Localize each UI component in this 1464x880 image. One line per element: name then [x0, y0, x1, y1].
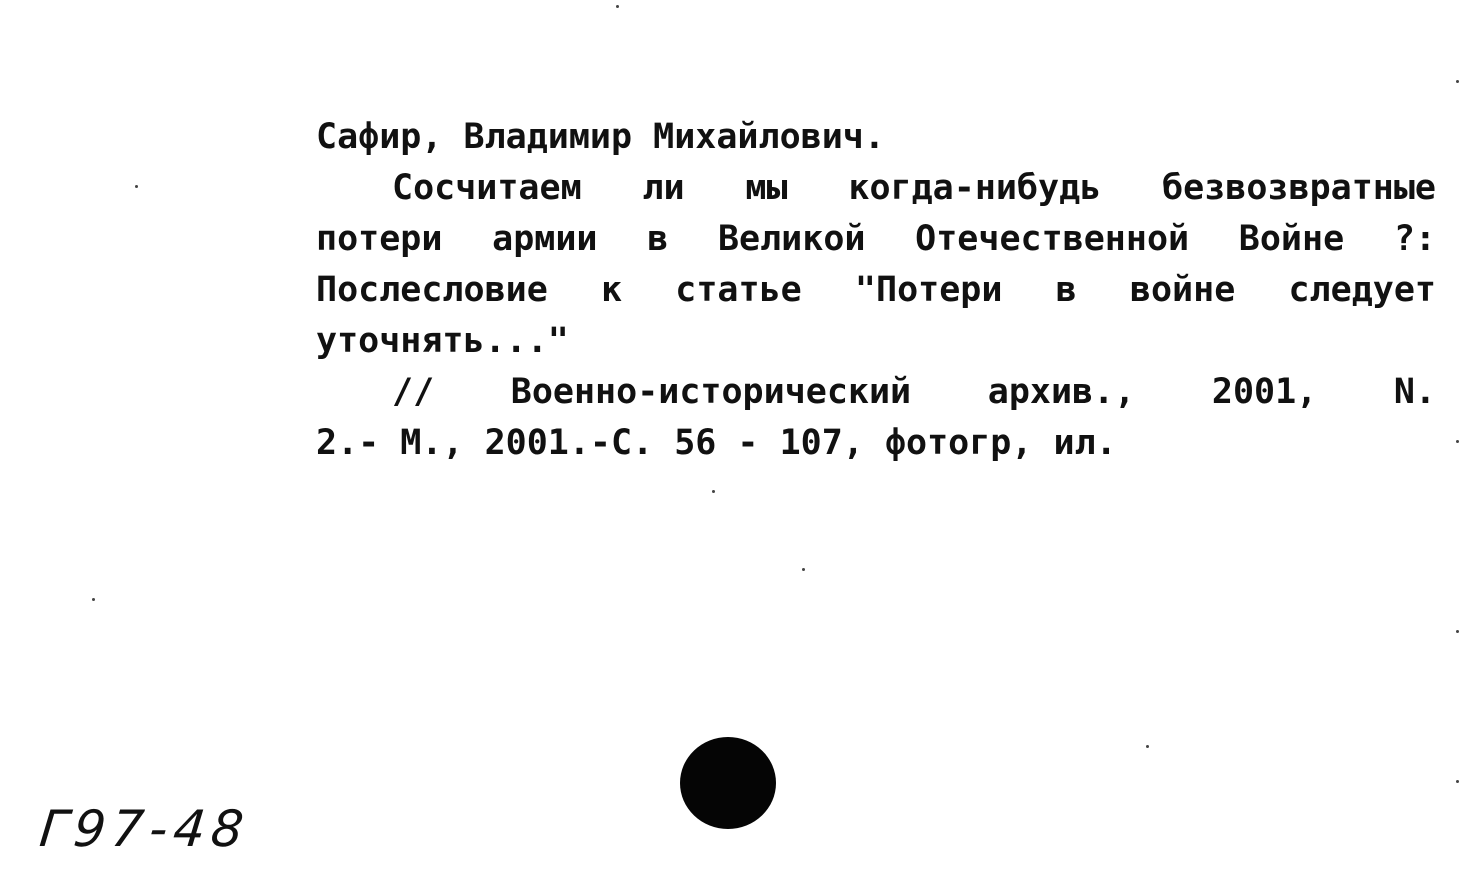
title-line-3: Послесловие к статье "Потери в войне следует — [316, 270, 1436, 310]
scan-speck — [135, 185, 138, 188]
scan-speck — [712, 490, 715, 493]
source-line-1: // Военно-исторический архив., 2001, N. — [392, 372, 1436, 412]
author-line: Сафир, Владимир Михайлович. — [316, 117, 885, 157]
title-line-2: потери армии в Великой Отечественной Войне ?: — [316, 219, 1436, 259]
scan-speck — [1456, 630, 1459, 633]
scan-speck — [1146, 745, 1149, 748]
scan-speck — [92, 598, 95, 601]
title-line-1: Сосчитаем ли мы когда-нибудь безвозвратные — [392, 168, 1436, 208]
scan-speck — [802, 568, 805, 571]
scan-speck — [1456, 780, 1459, 783]
scan-speck — [1456, 80, 1459, 83]
card-text — [316, 112, 1436, 469]
punch-hole — [680, 737, 776, 829]
scan-speck — [1456, 440, 1459, 443]
shelfmark-handwritten: Г97-48 — [36, 800, 253, 858]
title-line-4: уточнять..." — [316, 321, 569, 361]
source-line-2: 2.- М., 2001.-С. 56 - 107, фотогр, ил. — [316, 423, 1117, 463]
scan-speck — [616, 5, 619, 8]
